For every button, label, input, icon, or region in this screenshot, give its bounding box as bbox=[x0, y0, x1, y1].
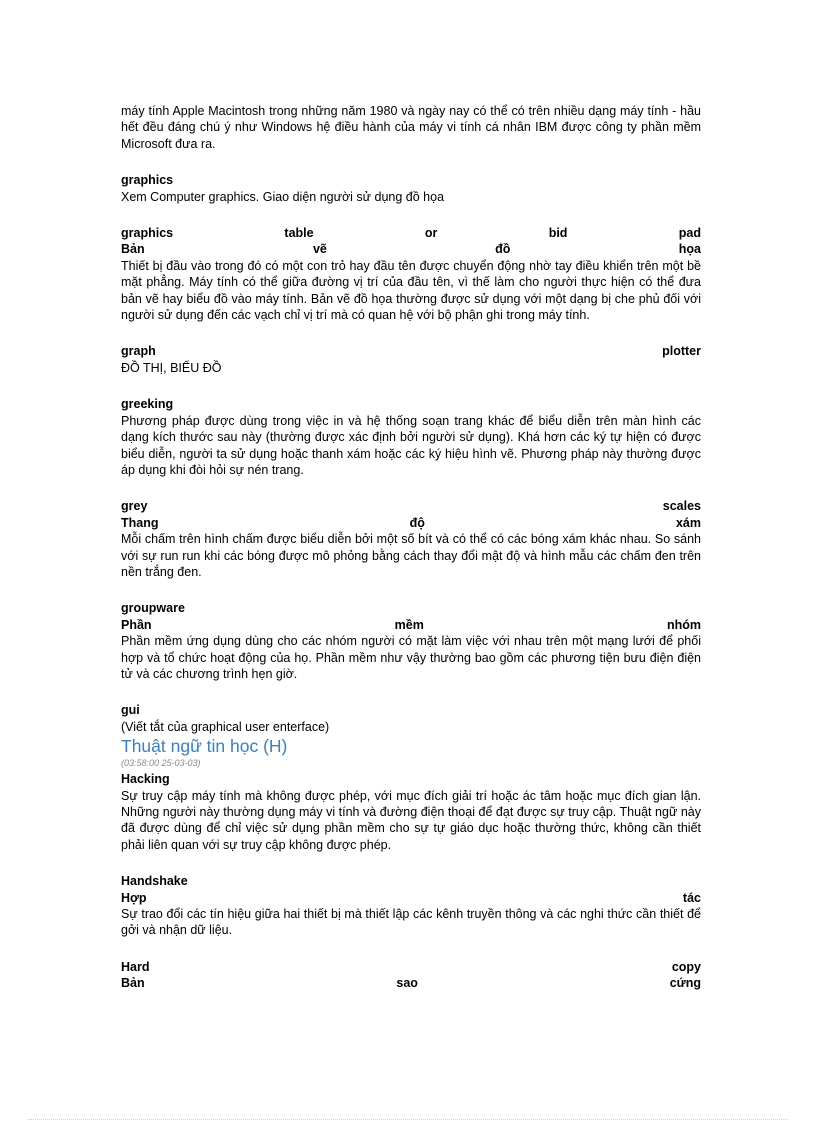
term-handshake: Handshake bbox=[121, 874, 188, 889]
translation-word: Thang bbox=[121, 515, 159, 530]
term-groupware: groupware bbox=[121, 601, 185, 616]
translation-word: vẽ bbox=[312, 242, 327, 257]
term-word: scales bbox=[662, 499, 701, 514]
term-word: plotter bbox=[662, 344, 701, 359]
translation-hard-copy bbox=[121, 975, 701, 991]
translation-word: cứng bbox=[669, 976, 701, 991]
translation-grey-scales bbox=[121, 515, 701, 531]
term-graphics: graphics bbox=[121, 173, 174, 188]
definition-groupware: Phần mềm ứng dụng dùng cho các nhóm người có mặt làm việc với nhau trên một mạng lưới để phối hợp và tổ chức hoạt động của họ. Phần mềm như vậy thường bao gồm các phương tiện bưu điện điện tử và các chương trình hẹn giờ. bbox=[121, 634, 701, 681]
spacer bbox=[121, 205, 701, 225]
term-word: pad bbox=[678, 226, 701, 241]
document-page bbox=[121, 103, 701, 992]
definition-handshake: Sự trao đổi các tín hiệu giữa hai thiết bị mà thiết lập các kênh truyền thông và các nghi thức cần thiết để gởi và nhận dữ liệu. bbox=[121, 907, 701, 938]
spacer bbox=[121, 939, 701, 959]
translation-handshake bbox=[121, 890, 701, 906]
term-word: copy bbox=[671, 959, 701, 974]
spacer bbox=[121, 580, 701, 600]
definition-hacking: Sự truy cập máy tính mà không được phép, với mục đích giải trí hoặc ác tâm hoặc mục đích gian lận. Những người này thường dụng máy vi tính và đường điện thoại để đạt được sự truy cập. Thuật ngữ này đã được dùng để chỉ việc sử dụng phần mềm cho sự tự giáo dục hoặc thường thức, không cần thiết phải liên quan với sự truy cập không được phép. bbox=[121, 788, 701, 852]
term-hard-copy bbox=[121, 959, 701, 975]
translation-word: Hợp bbox=[121, 890, 147, 905]
term-graph-plotter bbox=[121, 343, 701, 359]
term-word: table bbox=[284, 226, 314, 241]
translation-word: tác bbox=[682, 890, 701, 905]
section-timestamp: (03:58:00 25-03-03) bbox=[121, 758, 201, 769]
translation-word: xám bbox=[675, 515, 701, 530]
definition-grey-scales: Mỗi chấm trên hình chấm được biểu diễn bởi một số bít và có thể có các bóng xám khác nhau. So sánh với sự run run khi các bóng được mô phỏng bằng cách thay đổi mật độ và hình mẫu các chấm đen trên nền trắng đen. bbox=[121, 532, 701, 579]
term-word: graphics bbox=[121, 226, 174, 241]
spacer bbox=[121, 478, 701, 498]
translation-word: đồ bbox=[495, 242, 511, 257]
term-word: grey bbox=[121, 499, 148, 514]
translation-word: độ bbox=[409, 515, 425, 530]
definition-gui: (Viết tắt của graphical user enterface) bbox=[121, 719, 330, 734]
translation-word: Bản bbox=[121, 976, 145, 991]
definition-graph-plotter: ĐỒ THỊ, BIỂU ĐỒ bbox=[121, 360, 222, 375]
spacer bbox=[121, 376, 701, 396]
definition-greeking: Phương pháp được dùng trong việc in và hệ thống soạn trang khác để biểu diễn trên màn hình các dạng kích thước sau này (thường được xác định bởi người sử dụng). Khá hơn các ký tự hiện có được biểu diễn, người ta sử dụng hoặc thanh xám hoặc các ký hiệu hình vẽ. Phương pháp này thường được áp dụng khi đòi hỏi sự nén trang. bbox=[121, 413, 701, 477]
translation-word: họa bbox=[678, 242, 701, 257]
term-greeking: greeking bbox=[121, 397, 174, 412]
page-bottom-rule bbox=[28, 1119, 788, 1120]
definition-graphics-table: Thiết bị đầu vào trong đó có một con trỏ hay đầu tên được chuyển động nhờ tay điều khiển trên một bề mặt phẳng. Máy tính có thể giữa đường vị trí của đầu tên, vì thế làm cho người thực hiện có thể đưa bản vẽ hay biểu đồ vào máy tính. Bản vẽ đồ họa thường được sử dụng với một dạng bị che phủ đối với người sử dụng đến các vạch chỉ vị trí mà có quan hệ với bộ phận ghi trong máy tính. bbox=[121, 258, 701, 323]
spacer bbox=[121, 323, 701, 343]
spacer bbox=[121, 682, 701, 702]
translation-word: Bản bbox=[121, 242, 145, 257]
translation-word: nhóm bbox=[666, 617, 701, 632]
translation-groupware bbox=[121, 617, 701, 633]
term-word: or bbox=[424, 226, 438, 241]
section-title: Thuật ngữ tin học (H) bbox=[121, 736, 288, 757]
translation-word: Phần bbox=[121, 617, 152, 632]
term-hacking: Hacking bbox=[121, 772, 170, 787]
intro-paragraph: máy tính Apple Macintosh trong những năm 1980 và ngày nay có thể có trên nhiều dạng máy tính - hầu hết đều đáng chú ý như Windows hệ điều hành của máy vi tính cá nhân IBM được công ty phần mềm Microsoft đưa ra. bbox=[121, 104, 701, 151]
term-graphics-table bbox=[121, 225, 701, 241]
term-word: graph bbox=[121, 344, 156, 359]
term-word: Hard bbox=[121, 959, 150, 974]
term-word: bid bbox=[548, 226, 568, 241]
translation-word: mềm bbox=[394, 617, 424, 632]
definition-graphics: Xem Computer graphics. Giao diện người sử dụng đồ họa bbox=[121, 189, 445, 204]
translation-graphics-table bbox=[121, 241, 701, 257]
translation-word: sao bbox=[396, 976, 418, 991]
spacer bbox=[121, 853, 701, 873]
spacer bbox=[121, 152, 701, 172]
term-grey-scales bbox=[121, 498, 701, 514]
term-gui: gui bbox=[121, 703, 140, 718]
